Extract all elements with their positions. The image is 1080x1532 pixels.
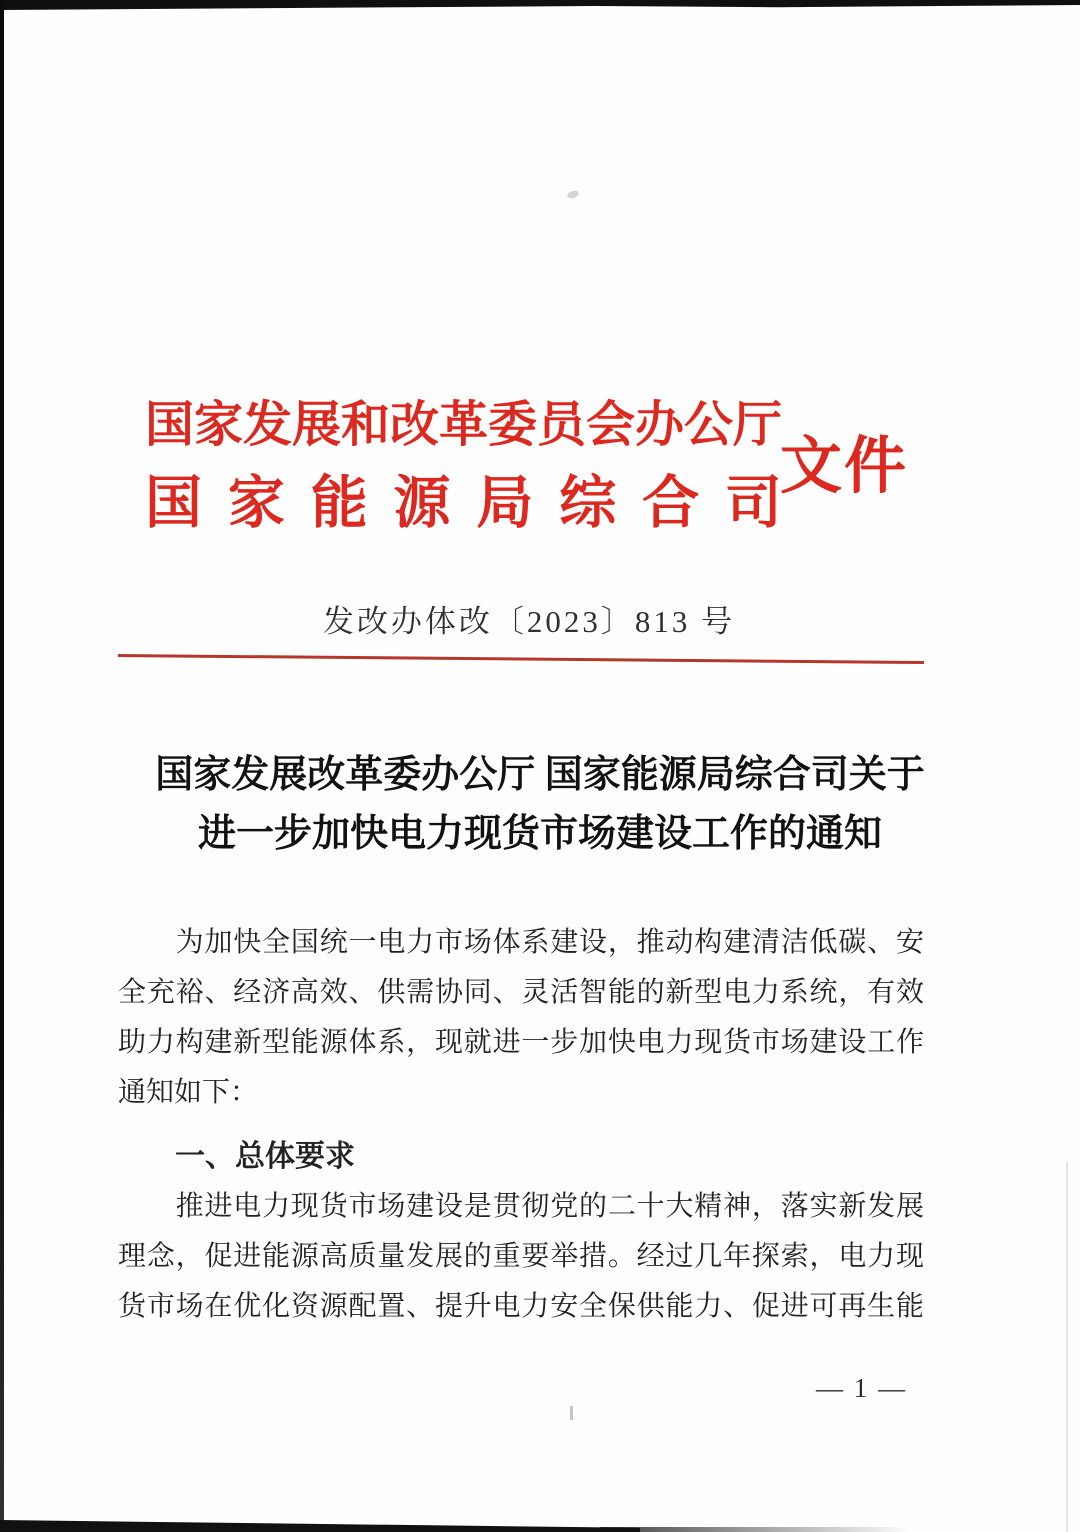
body-paragraph1-line2: 全充裕、经济高效、供需协同、灵活智能的新型电力系统，有效 (118, 977, 924, 1008)
red-separator-line (118, 654, 924, 664)
doc-number: 发改办体改〔2023〕813 号 (322, 604, 736, 639)
body-paragraph2-line3: 货市场在优化资源配置、提升电力安全保供能力、促进可再生能 (118, 1291, 924, 1322)
doc-type-label: 文件 (780, 433, 909, 501)
section-heading-1: 一、总体要求 (175, 1140, 355, 1173)
body-paragraph2-line1: 推进电力现货市场建设是贯彻党的二十大精神，落实新发展 (118, 1191, 924, 1222)
org-name-line1: 国家发展和改革委员会办公厅 (145, 397, 783, 452)
document-title (0, 746, 1080, 864)
body-paragraph1-line3: 助力构建新型能源体系，现就进一步加快电力现货市场建设工作 (118, 1027, 924, 1058)
org-name-line2: 国 家 能 源 局 综 合 司 (145, 472, 782, 535)
scan-speck (570, 1406, 573, 1420)
body-paragraph1-line1: 为加快全国统一电力市场体系建设，推动构建清洁低碳、安 (118, 927, 924, 958)
scan-edge-top (0, 0, 1080, 10)
letterhead (145, 390, 782, 544)
scan-edge-bottom-fade (600, 1527, 910, 1532)
body-paragraph2-line2: 理念，促进能源高质量发展的重要举措。经过几年探索，电力现 (118, 1241, 924, 1272)
scan-speck (566, 189, 580, 199)
document-body (118, 918, 924, 1332)
page-number: — 1 — (816, 1373, 907, 1403)
title-line-1: 国家发展改革委办公厅 国家能源局综合司关于 (155, 754, 925, 796)
title-line-2: 进一步加快电力现货市场建设工作的通知 (197, 813, 882, 855)
scan-line-artifact (1066, 1162, 1068, 1532)
body-paragraph1-line4: 通知如下： (118, 1077, 259, 1108)
scan-edge-bottom (0, 1519, 640, 1532)
